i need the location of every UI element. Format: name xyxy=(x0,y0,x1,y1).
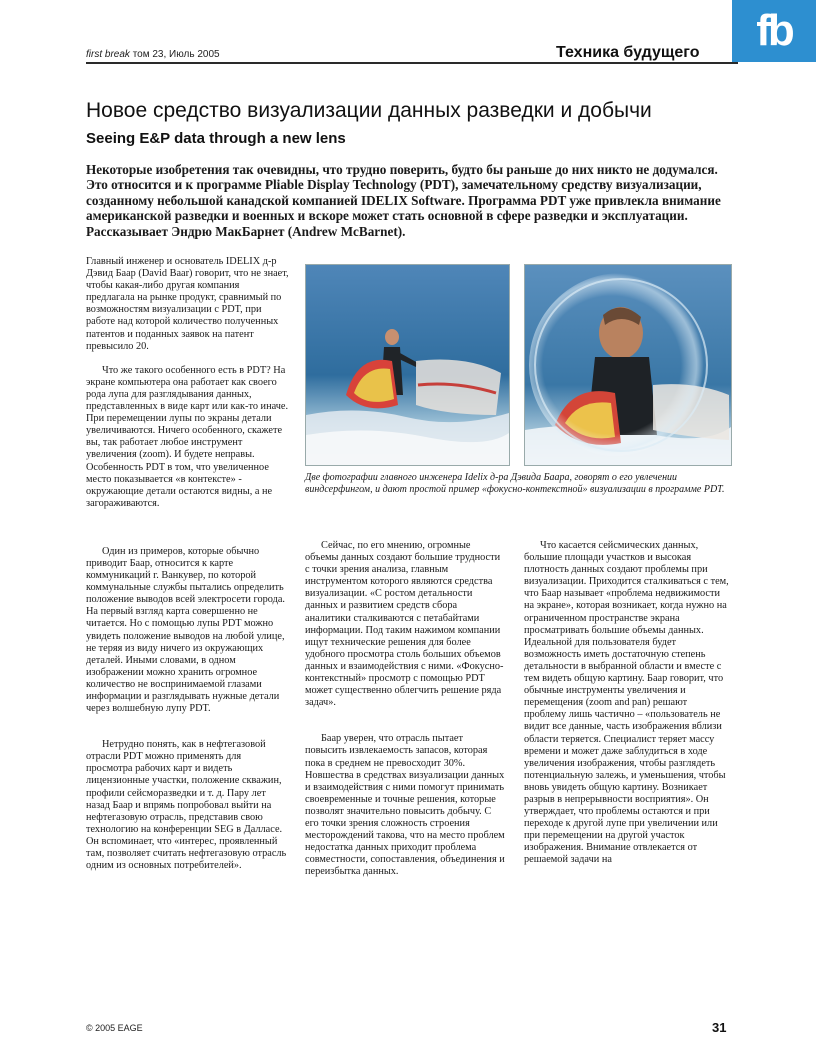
journal-brand: first break xyxy=(86,49,130,60)
photo-windsurfer-original xyxy=(305,264,510,466)
section-title: Техника будущего xyxy=(556,44,700,61)
text-column-1 xyxy=(86,256,290,872)
paragraph: Сейчас, по его мнению, огромные объемы данных создают большие трудности с точки зрения анализа, главным инструментом которого являются средства визуализации. «С ростом детальности данных и развитием средств сбора аналитики сталкиваются с петабайтами информации. Под таким нажимом компании ищут технические решения для более удобного просмотра столь больших объемов данных и взаимодействия с ними. «Фокусно-контекстный» просмотр с помощью PDT может существенно облегчить решение ряда задач». xyxy=(305,540,504,709)
windsurfer-lens-image xyxy=(525,265,731,465)
paragraph: Баар уверен, что отрасль пытает повысить извлекаемость запасов, которая пока в среднем не превосходит 30%. Новшества в средствах визуализации данных и взаимодействия с ними помогут принимать своевременные и точные решения, которые позволят значительно повысить добычу. С его точки зрения сложность строения месторождений такова, что на место проблем недостатка данных приходит проблема совместности, сопоставления, объединения и переизбытка данных. xyxy=(305,733,505,878)
header-divider xyxy=(86,62,738,64)
article-title: Новое средство визуализации данных разведки и добычи xyxy=(86,99,652,122)
journal-issue: том 23, Июль 2005 xyxy=(132,49,220,60)
article-lead: Некоторые изобретения так очевидны, что трудно поверить, будто бы раньше до них никто не додумался. Это относится и к программе Pliable Display Technology (PDT), замечательному средству визуализации, созданному небольшой канадской компанией IDELIX Software. Программа PDT уже привлекла внимание американской разведки и военных и вскоре может стать основной в сфере разведки и эксплуатации. Рассказывает Эндрю МакБарнет (Andrew McBarnet). xyxy=(86,162,721,239)
journal-logo: fb xyxy=(732,0,816,62)
text-column-3 xyxy=(524,540,729,867)
paragraph: Один из примеров, которые обычно приводит Баар, относится к карте коммуникаций г. Ванкувер, по которой коммунальные службы пытались определить положение выводов всей электросети города. На первый взгляд карта совершенно не читается. Но с помощью лупы PDT можно увидеть положение выводов на любой улице, не теряя из виду ничего из окружающих деталей. Иными словами, в одном изображении можно хранить огромное количество не воспринимаемой глазами информации и разглядывать нужные детали через волшебную лупу PDT. xyxy=(86,545,286,715)
page-number: 31 xyxy=(712,1020,727,1035)
paragraph: Главный инженер и основатель IDELIX д-р Дэвид Баар (David Baar) говорит, что не знает, чтобы какая-либо другая компания предлагала на рынке продукт, сравнимый по возможностям визуализации с PDT, при работе над которой количество полученных патентов и поданных заявок на патент превысило 20. xyxy=(86,256,289,352)
journal-header xyxy=(86,49,220,60)
paragraph: Что же такого особенного есть в PDT? На экране компьютера она работает как своего рода лупа для разглядывания данных, представленных в виде карт или как-то иначе. При перемещении лупы по экраны детали увеличиваются. Ничего особенного, скажете вы, так работает любое инструмент увеличения (zoom). И будете неправы. Особенность PDT в том, что увеличенное место показывается «в контексте» - окружающие детали остаются видны, а не загораживаются. xyxy=(86,364,289,509)
paragraph: Что касается сейсмических данных, большие площади участков и высокая плотность данных создают проблемы при визуализации. Приходится сталкиваться с тем, что Баар называет «проблема недвижимости на экране», которая возникает, когда нужно на ограниченном пространстве экрана просматривать большие объемы данных. Идеальной для пользователя будет возможность иметь достаточную степень детальности в выбранной области и вместе с тем видеть общую картину. Баар говорит, что обычные инструменты увеличения и перемещения (zoom and pan) решают проблему лишь частично – «пользователь не видит все данные, часть изображения вблизи области теряется. Специалист теряет массу времени и может даже заблудиться в ходе увеличения изображения, чтобы разглядеть потенциальную залежь, и уменьшения, чтобы вновь увидеть общую картину. Возникает разрыв в непрерывности восприятия». Он утверждает, что проблемы остаются и при переходе к другой лупе при увеличении или при перемещении на другой участок изображения. Внимание отвлекается от решаемой задачи на xyxy=(524,540,729,866)
paragraph: Нетрудно понять, как в нефтегазовой отрасли PDT можно применять для просмотра рабочих карт и видеть лицензионные участки, положение скважин, профили сейсморазведки и т. д. Пару лет назад Баар и впрямь попробовал выйти на нефтегазовую отрасль, представив свою технологию на конференции SEG в Далласе. Он вспоминает, что «интерес, проявленный там, позволяет считать нефтегазовую отрасль одним из основных потребителей». xyxy=(86,739,287,872)
photo-windsurfer-lens xyxy=(524,264,732,466)
text-column-2 xyxy=(305,540,505,878)
article-subtitle: Seeing E&P data through a new lens xyxy=(86,130,346,147)
figure-caption: Две фотографии главного инженера Idelix д-ра Дэвида Баара, говорят о его увлечении виндсерфингом, и дают простой пример «фокусно-контекстной» визуализации в программе PDT. xyxy=(305,472,725,495)
copyright: © 2005 EAGE xyxy=(86,1023,143,1033)
windsurfer-image xyxy=(306,265,509,465)
